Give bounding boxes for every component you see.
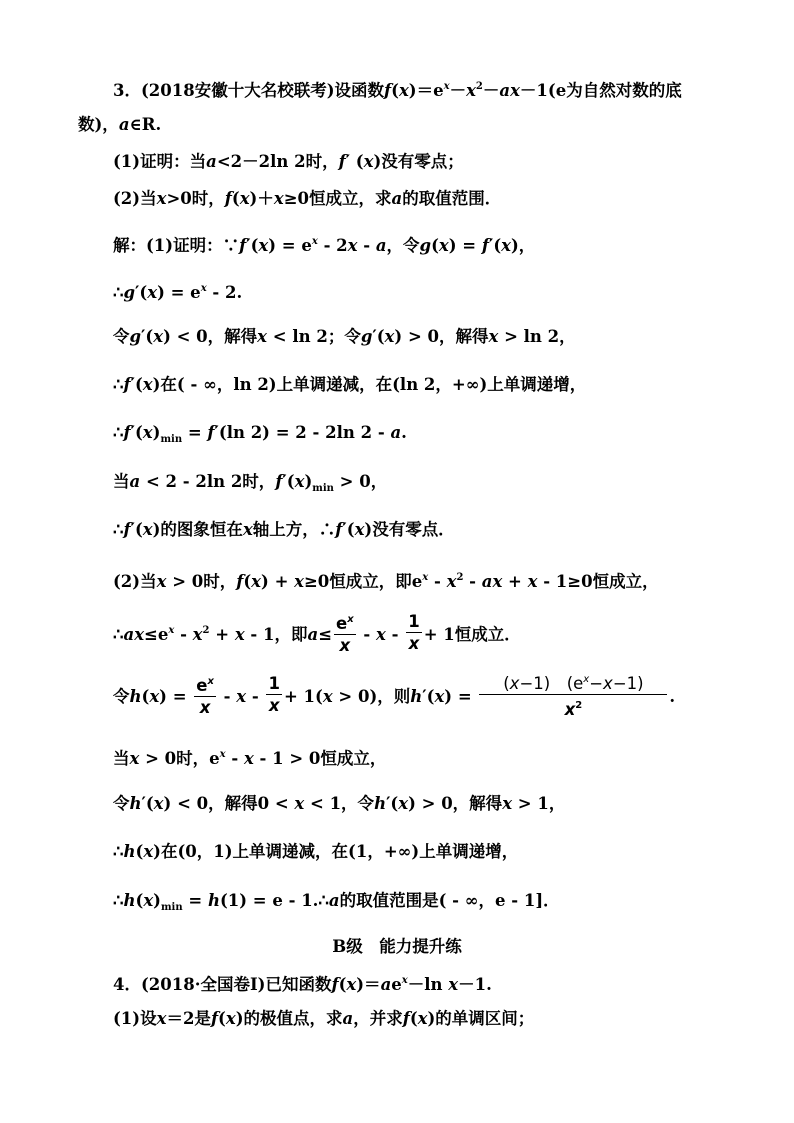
solution-line-4: ∴f′(x)在( - ∞，ln 2)上单调递减，在(ln 2，+∞)上单调递增，	[113, 375, 587, 394]
problem-3-statement-line1: 3．(2018安徽十大名校联考)设函数$f(x)=e^x-x^2-ax-1(e$为自然对数的底	[113, 81, 682, 100]
fraction-1-over-x-2: $\frac{1}{x}$	[268, 674, 280, 715]
problem-4-part1: (1)设x＝2是f(x)的极值点，求a，并求f(x)的单调区间；	[113, 1009, 535, 1028]
solution-line-11: 当x > 0时，$e^x - x - 1 > 0$恒成立，	[113, 749, 387, 768]
solution-line-5: $\therefore f'(x)_{min} = f'(\ln$ 2) = 2 - 2ln 2 - a.	[113, 423, 407, 445]
fraction-1-over-x: $\frac{1}{x}$	[408, 612, 420, 653]
solution-line-2: ∴g′(x) = $e^x - 2$.	[113, 283, 243, 302]
fraction-ex-over-x: $\frac{e^x}{x}$	[334, 610, 356, 657]
problem-3-statement-line2: 数)，a∈R.	[78, 115, 162, 134]
solution-line-10: 令h(x) = $\frac{e^x}{x}$ - x - $\frac{1}{x}$ + 1(x > 0)，则h′(x) = $\frac{(x-1) (e^x-x-1)}{x^2}$ .	[113, 672, 675, 723]
fraction-ex-over-x-2: $\frac{e^x}{x}$	[194, 672, 216, 719]
solution-line-6: 当a < 2 - 2ln 2时，$f'(x)_{min} > 0$，	[113, 472, 388, 494]
fraction-derivative: $\frac{(x-1) (e^x-x-1)}{x^2}$	[479, 670, 667, 721]
problem-3-part2: (2)当x>0时，f(x)＋x≥0恒成立，求a的取值范围．	[113, 189, 502, 208]
problem-3-part1: (1)证明：当a<2－2ln 2时，f′ (x)没有零点；	[113, 152, 464, 171]
solution-line-14: $\therefore h(x)_{min} = h(1) = e$ - 1.∴a的取值范围是( - ∞，e - 1]．	[113, 891, 560, 913]
solution-line-12: 令h′(x) < 0，解得0 < x < 1，令h′(x) > 0，解得x > 1，	[113, 794, 566, 813]
solution-line-13: ∴h(x)在(0，1)上单调递减，在(1，+∞)上单调递增，	[113, 842, 519, 861]
solution-line-9: $\therefore ax\le e^x - x^2 + x - 1$，即a≤ $\frac{e^x}{x}$ - x - $\frac{1}{x}$ + 1恒成立．	[113, 612, 521, 655]
problem-4-statement: 4．(2018·全国卷Ⅰ)已知函数$f(x)=ae^x-\ln$ x－1.	[113, 975, 492, 994]
solution-line-8: (2)当x > 0时，f(x) + x≥0恒成立，即$e^x - x^2$ - ax + x - 1≥0恒成立，	[113, 572, 659, 591]
solution-line-7: ∴f′(x)的图象恒在x轴上方，∴f′(x)没有零点．	[113, 520, 455, 539]
section-b-heading: B级 能力提升练	[332, 937, 462, 956]
solution-line-3: 令g′(x) < 0，解得x < ln 2；令g′(x) > 0，解得x > ln 2，	[113, 327, 576, 346]
solution-line-1: 解：(1)证明：∵f′(x) = $e^x - 2x$ - a，令g(x) = f′(x)，	[113, 236, 536, 255]
